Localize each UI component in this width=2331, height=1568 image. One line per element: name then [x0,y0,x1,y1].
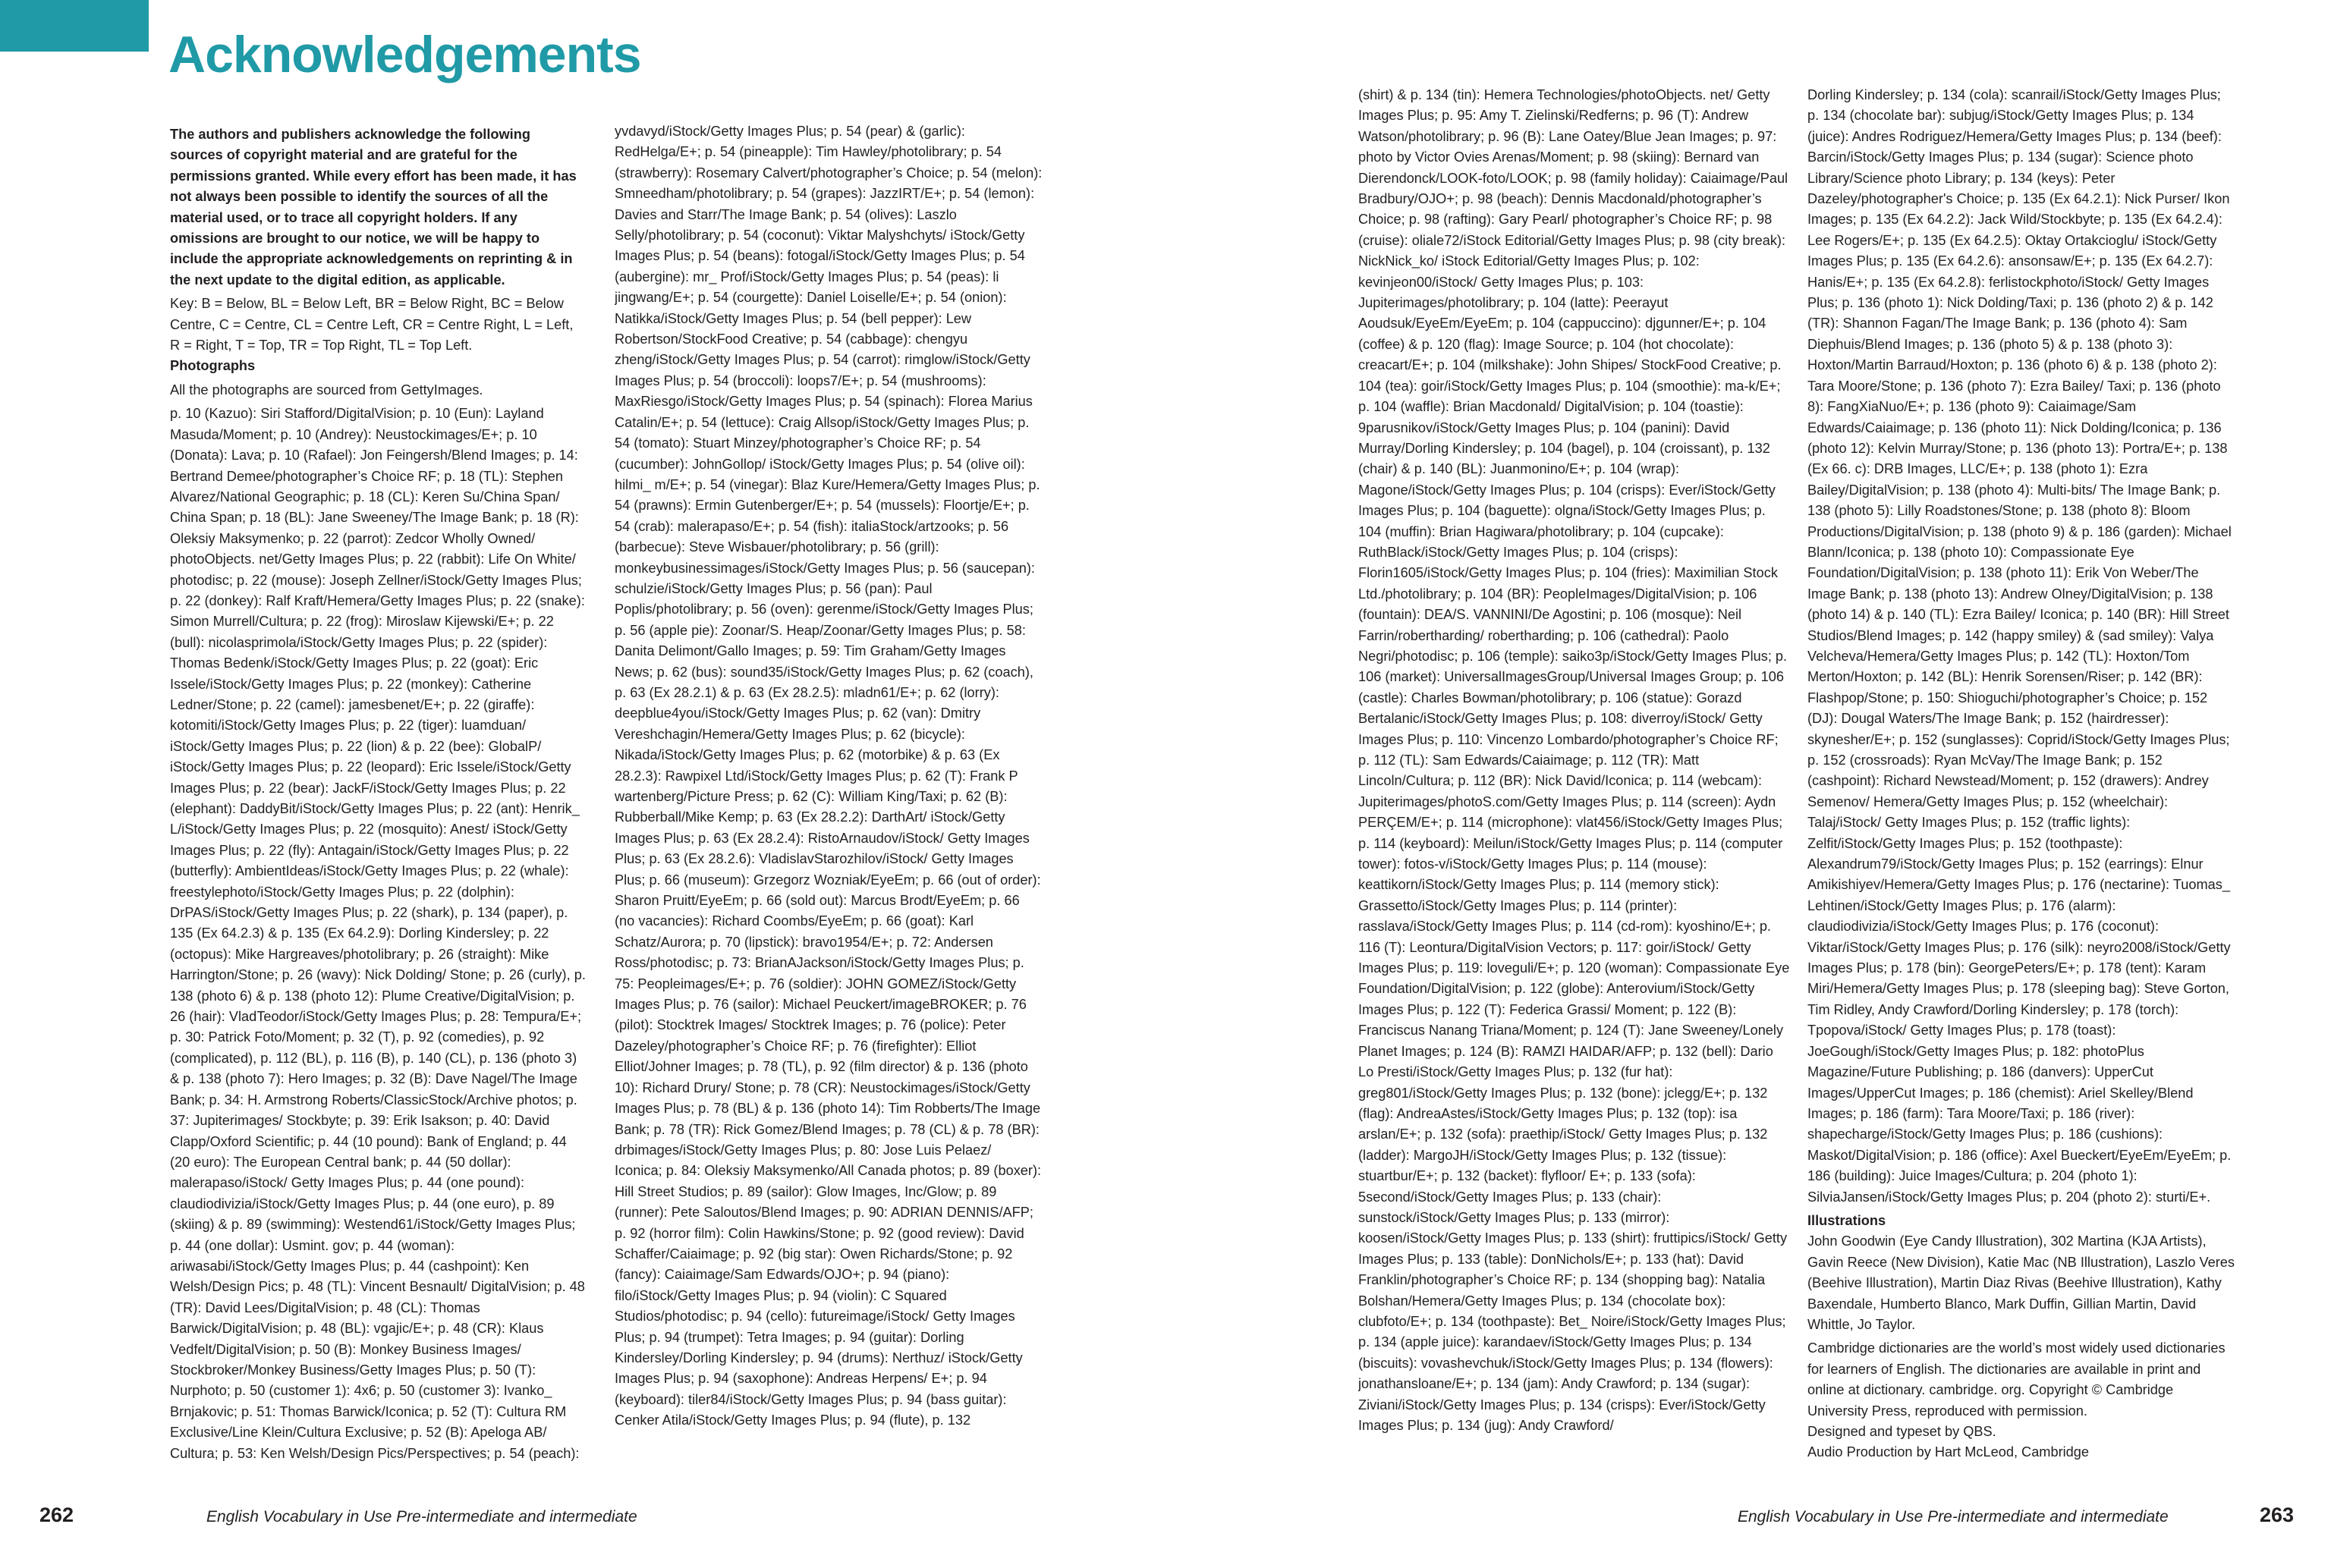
illustrations-credits: John Goodwin (Eye Candy Illustration), 302 Martina (KJA Artists), Gavin Reece (New Division), Katie Mac (NB Illustration), Laszlo Veres (Beehive Illustration), Martin Diaz Rivas (Beehive Illustration), Kathy Baxendale, Humberto Blanco, Mark Duffin, Gillian Martin, David Whittle, Jo Taylor. [1807,1233,2235,1332]
credits-text-col4: Dorling Kindersley; p. 134 (cola): scanrail/iStock/Getty Images Plus; p. 134 (chocolate bar): subjug/iStock/Getty Images Plus; p. 134 (juice): Andres Rodriguez/Hemera/Getty Images Plus; p. 134 (beef): Barcin/iStock/Getty Images Plus; p. 134 (sugar): Science photo Library/Science photo Library; p. 134 (keys): Peter Dazeley/photographer's Choice; p. 135 (Ex 64.2.1): Nick Purser/ Ikon Images; p. 135 (Ex 64.2.2): Jack Wild/Stockbyte; p. 135 (Ex 64.2.4): Lee Rogers/E+; p. 135 (Ex 64.2.5): Oktay Ortakcioglu/ iStock/Getty Images Plus; p. 135 (Ex 64.2.6): ansonsaw/E+; p. 135 (Ex 64.2.7): Hanis/E+; p. 135 (Ex 64.2.8): ferlistockphoto/iStock/ Getty Images Plus; p. 136 (photo 1): Nick Dolding/Taxi; p. 136 (photo 2) & p. 142 (TR): Shannon Fagan/The Image Bank; p. 136 (photo 4): Sam Diephuis/Blend Images; p. 136 (photo 5) & p. 138 (photo 3): Hoxton/Martin Barraud/Hoxton; p. 136 (photo 6) & p. 138 (photo 2): Tara Moore/Stone; p. 136 (photo 7): Ezra Bailey/ Taxi; p. 136 (photo 8): FangXiaNuo/E+; p. 136 (photo 9): Caiaimage/Sam Edwards/Caiaimage; p. 136 (photo 11): Nick Dolding/Iconica; p. 136 (photo 12): Kelvin Murray/Stone; p. 136 (photo 13): Portra/E+; p. 138 (Ex 66. c): DRB Images, LLC/E+; p. 138 (photo 1): Ezra Bailey/DigitalVision; p. 138 (photo 4): Multi-bits/ The Image Bank; p. 138 (photo 5): Lilly Roadstones/Stone; p. 138 (photo 8): Bloom Productions/DigitalVision; p. 138 (photo 9) & p. 186 (garden): Michael Blann/Iconica; p. 138 (photo 10): Compassionate Eye Foundation/DigitalVision; p. 138 (photo 11): Erik Von Weber/The Image Bank; p. 138 (photo 13): Andrew Olney/DigitalVision; p. 138 (photo 14) & p. 140 (TL): Ezra Bailey/ Iconica; p. 140 (BR): Hill Street Studios/Blend Images; p. 142 (happy smiley) & (sad smiley): Valya Velcheva/Hemera/Getty Images Plus; p. 142 (TL): Hoxton/Tom Merton/Hoxton; p. 142 (BL): Henrik Sorensen/Riser; p. 142 (BR): Flashpop/Stone; p. 150: Shioguchi/photographer’s Choice; p. 152 (DJ): Dougal Waters/The Image Bank; p. 152 (hairdresser): skynesher/E+; p. 152 (sunglasses): Coprid/iStock/Getty Images Plus; p. 152 (crossroads): Ryan McVay/The Image Bank; p. 152 (cashpoint): Richard Newstead/Moment; p. 152 (drawers): Andrey Semenov/ Hemera/Getty Images Plus; p. 152 (wheelchair): Talaj/iStock/ Getty Images Plus; p. 152 (traffic lights): Zelfit/iStock/Getty Images Plus; p. 152 (toothpaste): Alexandrum79/iStock/Getty Images Plus; p. 152 (earrings): Elnur Amikishiyev/Hemera/Getty Images Plus; p. 176 (nectarine): Tuomas_ Lehtinen/iStock/Getty Images Plus; p. 176 (alarm): claudiodivizia/iStock/Getty Images Plus; p. 176 (coconut): Viktar/iStock/Getty Images Plus; p. 176 (silk): neyro2008/iStock/Getty Images Plus; p. 178 (bin): GeorgePeters/E+; p. 178 (tent): Karam Miri/Hemera/Getty Images Plus; p. 178 (sleeping bag): Steve Gorton, Tim Ridley, Andy Crawford/Dorling Kindersley; p. 178 (torch): Tpopova/iStock/ Getty Images Plus; p. 178 (toast): JoeGough/iStock/Getty Images Plus; p. 182: photoPlus Magazine/Future Publishing; p. 186 (danvers): UpperCut Images/UpperCut Images; p. 186 (chemist): Ariel Skelley/Blend Images; p. 186 (farm): Tara Moore/Taxi; p. 186 (river): shapecharge/iStock/Getty Images Plus; p. 186 (cushions): Maskot/DigitalVision; p. 186 (office): Axel Bueckert/EyeEm/EyeEm; p. 186 (building): Juice Images/Cultura; p. 204 (photo 1): SilviaJansen/iStock/Getty Images Plus; p. 204 (photo 2): sturti/E+. [1807,87,2232,1205]
credits-text-col2: yvdavyd/iStock/Getty Images Plus; p. 54 (pear) & (garlic): RedHelga/E+; p. 54 (pineapple): Tim Hawley/photolibrary; p. 54 (strawberry): Rosemary Calvert/photographer’s Choice; p. 54 (melon): Smneedham/photolibrary; p. 54 (grapes): JazzIRT/E+; p. 54 (lemon): Davies and Starr/The Image Bank; p. 54 (olives): Laszlo Selly/photolibrary; p. 54 (coconut): Viktar Malyshchyts/ iStock/Getty Images Plus; p. 54 (beans): fotogal/iStock/Getty Images Plus; p. 54 (aubergine): mr_ Prof/iStock/Getty Images Plus; p. 54 (peas): li jingwang/E+; p. 54 (courgette): Daniel Loiselle/E+; p. 54 (onion): Natikka/iStock/Getty Images Plus; p. 54 (bell pepper): Lew Robertson/StockFood Creative; p. 54 (cabbage): chengyu zheng/iStock/Getty Images Plus; p. 54 (carrot): rimglow/iStock/Getty Images Plus; p. 54 (broccoli): loops7/E+; p. 54 (mushrooms): MaxRiesgo/iStock/Getty Images Plus; p. 54 (spinach): Florea Marius Catalin/E+; p. 54 (lettuce): Craig Allsop/iStock/Getty Images Plus; p. 54 (tomato): Stuart Minzey/photographer’s Choice RF; p. 54 (cucumber): JohnGollop/ iStock/Getty Images Plus; p. 54 (olive oil): hilmi_ m/E+; p. 54 (vinegar): Blaz Kure/Hemera/Getty Images Plus; p. 54 (prawns): Ermin Gutenberger/E+; p. 54 (mussels): Floortje/E+; p. 54 (crab): malerapaso/E+; p. 54 (fish): italiaStock/artzooks; p. 56 (barbecue): Steve Wisbauer/photolibrary; p. 56 (grill): monkeybusinessimages/iStock/Getty Images Plus; p. 56 (saucepan): schulzie/iStock/Getty Images Plus; p. 56 (pan): Paul Poplis/photolibrary; p. 56 (oven): gerenme/iStock/Getty Images Plus; p. 56 (apple pie): Zoonar/S. Heap/Zoonar/Getty Images Plus; p. 58: Danita Delimont/Gallo Images; p. 59: Tim Graham/Getty Images News; p. 62 (bus): sound35/iStock/Getty Images Plus; p. 62 (coach), p. 63 (Ex 28.2.1) & p. 63 (Ex 28.2.5): mladn61/E+; p. 62 (lorry): deepblue4you/iStock/Getty Images Plus; p. 62 (van): Dmitry Vereshchagin/Hemera/Getty Images Plus; p. 62 (bicycle): Nikada/iStock/Getty Images Plus; p. 62 (motorbike) & p. 63 (Ex 28.2.3): Rawpixel Ltd/iStock/Getty Images Plus; p. 62 (T): Frank P wartenberg/Picture Press; p. 62 (C): William King/Taxi; p. 62 (B): Rubberball/Mike Kemp; p. 63 (Ex 28.2.2): DarthArt/ iStock/Getty Images Plus; p. 63 (Ex 28.2.4): RistoArnaudov/iStock/ Getty Images Plus; p. 63 (Ex 28.2.6): VladislavStarozhilov/iStock/ Getty Images Plus; p. 66 (museum): Grzegorz Wozniak/EyeEm; p. 66 (out of order): Sharon Pruitt/EyeEm; p. 66 (sold out): Marcus Brodt/EyeEm; p. 66 (no vacancies): Richard Coombs/EyeEm; p. 66 (goat): Karl Schatz/Aurora; p. 70 (lipstick): bravo1954/E+; p. 72: Andersen Ross/photodisc; p. 73: BrianAJackson/iStock/Getty Images Plus; p. 75: Peopleimages/E+; p. 76 (soldier): JOHN GOMEZ/iStock/Getty Images Plus; p. 76 (sailor): Michael Peuckert/imageBROKER; p. 76 (pilot): Stocktrek Images/ Stocktrek Images; p. 76 (police): Peter Dazeley/photographer’s Choice RF; p. 76 (firefighter): Elliot Elliot/Johner Images; p. 78 (TL), p. 92 (film director) & p. 136 (photo 10): Richard Drury/ Stone; p. 78 (CR): Neustockimages/iStock/Getty Images Plus; p. 78 (BL) & p. 136 (photo 14): Tim Robberts/The Image Bank; p. 78 (TR): Rick Gomez/Blend Images; p. 78 (CL) & p. 78 (BR): drbimages/iStock/Getty Images Plus; p. 80: Jose Luis Pelaez/ Iconica; p. 84: Oleksiy Maksymenko/All Canada photos; p. 89 (boxer): Hill Street Studios; p. 89 (sailor): Glow Images, Inc/Glow; p. 89 (runner): Pete Saloutos/Blend Images; p. 90: ADRIAN DENNIS/AFP; p. 92 (horror film): Colin Hawkins/Stone; p. 92 (good review): David Schaffer/Caiaimage; p. 92 (big star): Owen Richards/Stone; p. 92 (fancy): Caiaimage/Sam Edwards/OJO+; p. 94 (piano): filo/iStock/Getty Images Plus; p. 94 (violin): C Squared Studios/photodisc; p. 94 (cello): futureimage/iStock/ Getty Images Plus; p. 94 (trumpet): Tetra Images; p. 94 (guitar): Dorling Kindersley/Dorling Kindersley; p. 94 (drums): Nerthuz/ iStock/Getty Images Plus; p. 94 (saxophone): Andreas Herpens/ E+; p. 94 (keyboard): tiler84/iStock/Getty Images Plus; p. 94 (bass guitar): Cenker Atila/iStock/Getty Images Plus; p. 94 (flute), p. 132 [615,124,1043,1428]
column-2 [615,121,1043,1496]
page-number-left: 262 [39,1504,74,1526]
footer-title-right: English Vocabulary in Use Pre-intermediate and intermediate [1738,1508,2169,1526]
column-1 [170,124,586,1496]
key-paragraph: Key: B = Below, BL = Below Left, BR = Below Right, BC = Below Centre, C = Centre, CL = Centre Left, CR = Centre Right, L = Left, R = Right, T = Top, TR = Top Right, TL = Top Left. [170,296,574,354]
intro-paragraph: The authors and publishers acknowledge the following sources of copyright material and are grateful for the permissions granted. While every effort has been made, it has not always been possible to identify the sources of all the material used, or to trace all copyright holders. If any omissions are brought to our notice, we will be happy to include the appropriate acknowledgements on reprinting & in the next update to the digital edition, as applicable. [170,127,577,288]
photographs-source: All the photographs are sourced from GettyImages. [170,382,483,397]
dictionaries-note: Cambridge dictionaries are the world’s most widely used dictionaries for learners of English. The dictionaries are available in print and online at dictionary. cambridge. org. Copyright © Cambridge University Press, reproduced with permission. [1807,1340,2226,1419]
page-number-right: 263 [2260,1504,2295,1526]
credits-text-col3: (shirt) & p. 134 (tin): Hemera Technologies/photoObjects. net/ Getty Images Plus; p. 95: Amy T. Zielinski/Redferns; p. 96 (T): Andrew Watson/photolibrary; p. 96 (B): Lane Oatey/Blue Jean Images; p. 97: photo by Victor Ovies Arenas/Moment; p. 98 (skiing): Bernard van Dierendonck/LOOK-foto/LOOK; p. 98 (family holiday): Caiaimage/Paul Bradbury/OJO+; p. 98 (beach): Dennis Macdonald/photographer’s Choice; p. 98 (rafting): Gary Pearl/ photographer’s Choice RF; p. 98 (cruise): olialе72/iStock Editorial/Getty Images Plus; p. 98 (city break): NickNick_ko/ iStock Editorial/Getty Images Plus; p. 102: kevinjeon00/iStock/ Getty Images Plus; p. 103: Jupiterimages/photolibrary; p. 104 (latte): Peerayut Aoudsuk/EyeEm/EyeEm; p. 104 (cappuccino): djgunner/E+; p. 104 (coffee) & p. 120 (flag): Image Source; p. 104 (hot chocolate): creacart/E+; p. 104 (milkshake): John Shipes/ StockFood Creative; p. 104 (tea): goir/iStock/Getty Images Plus; p. 104 (smoothie): ma-k/E+; p. 104 (waffle): Brian Macdonald/ DigitalVision; p. 104 (toastie): 9parusnikov/iStock/Getty Images Plus; p. 104 (panini): David Murray/Dorling Kindersley; p. 104 (bagel), p. 104 (croissant), p. 132 (chair) & p. 140 (BL): Juanmonino/E+; p. 104 (wrap): Magone/iStock/Getty Images Plus; p. 104 (crisps): Ever/iStock/Getty Images Plus; p. 104 (baguette): olgna/iStock/Getty Images Plus; p. 104 (muffin): Brian Hagiwara/photolibrary; p. 104 (cupcake): RuthBlack/iStock/Getty Images Plus; p. 104 (crisps): Florin1605/iStock/Getty Images Plus; p. 104 (fries): Maximilian Stock Ltd./photolibrary; p. 104 (BR): PeopleImages/DigitalVision; p. 106 (fountain): DEA/S. VANNINI/De Agostini; p. 106 (mosque): Neil Farrin/robertharding/ robertharding; p. 106 (cathedral): Paolo Negri/photodisc; p. 106 (temple): saiko3p/iStock/Getty Images Plus; p. 106 (market): UniversalImagesGroup/Universal Images Group; p. 106 (castle): Charles Bowman/photolibrary; p. 106 (statue): Gorazd Bertalanic/iStock/Getty Images Plus; p. 108: diverroy/iStock/ Getty Images Plus; p. 110: Vincenzo Lombardo/photographer’s Choice RF; p. 112 (TL): Sam Edwards/Caiaimage; p. 112 (TR): Matt Lincoln/Cultura; p. 112 (BR): Nick David/Iconica; p. 114 (webcam): Jupiterimages/photoS.com/Getty Images Plus; p. 114 (screen): Aydn PERÇEM/E+; p. 114 (microphone): vlat456/iStock/Getty Images Plus; p. 114 (keyboard): Meilun/iStock/Getty Images Plus; p. 114 (computer tower): fotos-v/iStock/Getty Images Plus; p. 114 (mouse): keattikorn/iStock/Getty Images Plus; p. 114 (memory stick): Grassetto/iStock/Getty Images Plus; p. 114 (printer): rasslava/iStock/Getty Images Plus; p. 114 (cd-rom): kyoshino/E+; p. 116 (T): Leontura/DigitalVision Vectors; p. 117: goir/iStock/ Getty Images Plus; p. 119: loveguli/E+; p. 120 (woman): Compassionate Eye Foundation/DigitalVision; p. 122 (globe): Anterovium/iStock/Getty Images Plus; p. 122 (T): Federica Grassi/ Moment; p. 122 (B): Franciscus Nanang Triana/Moment; p. 124 (T): Jane Sweeney/Lonely Planet Images; p. 124 (B): RAMZI HAIDAR/AFP; p. 132 (bell): Dario Lo Presti/iStock/Getty Images Plus; p. 132 (fur hat): greg801/iStock/Getty Images Plus; p. 132 (bone): jclegg/E+; p. 132 (flag): AndreaAstes/iStock/Getty Images Plus; p. 132 (top): isa arslan/E+; p. 132 (sofa): praethip/iStock/ Getty Images Plus; p. 132 (ladder): MargoJH/iStock/Getty Images Plus; p. 132 (tissue): stuartbur/E+; p. 132 (backet): flyfloor/ E+; p. 133 (sofa): 5second/iStock/Getty Images Plus; p. 133 (chair): sunstock/iStock/Getty Images Plus; p. 133 (mirror): koosen/iStock/Getty Images Plus; p. 133 (shirt): fruttipics/iStock/ Getty Images Plus; p. 133 (table): DonNichols/E+; p. 133 (hat): David Franklin/photographer’s Choice RF; p. 134 (shopping bag): Natalia Bolshan/Hemera/Getty Images Plus; p. 134 (chocolate box): clubfoto/E+; p. 134 (toothpaste): Bet_ Noire/iStock/Getty Images Plus; p. 134 (apple juice): karandaev/iStock/Getty Images Plus; p. 134 (biscuits): vovashevchuk/iStock/Getty Images Plus; p. 134 (flowers): jonathansloane/E+; p. 134 (jam): Andy Crawford; p. 134 (sugar): Ziviani/iStock/Getty Images Plus; p. 134 (crisps): Ever/iStock/Getty Images Plus; p. 134 (jug): Andy Crawford/ [1358,87,1790,1433]
footer-title-left: English Vocabulary in Use Pre-intermediate and intermediate [206,1508,637,1526]
typeset-note: Designed and typeset by QBS. [1807,1424,1996,1439]
chapter-tab [0,0,149,52]
photographs-heading: Photographs [170,358,256,374]
page-title: Acknowledgements [168,26,641,83]
column-4 [1807,85,2235,1496]
credits-text-col1: p. 10 (Kazuo): Siri Stafford/DigitalVision; p. 10 (Eun): Layland Masuda/Moment; p. 10 (Andrey): Neustockimages/E+; p. 10 (Donata): Lava; p. 10 (Rafael): Jon Feingersh/Blend Images; p. 14: Bertrand Demee/photographer’s Choice RF; p. 18 (TL): Stephen Alvarez/National Geographic; p. 18 (CL): Keren Su/China Span/ China Span; p. 18 (BL): Jane Sweeney/The Image Bank; p. 18 (R): Oleksiy Maksymenko; p. 22 (parrot): Zedcor Wholly Owned/ photoObjects. net/Getty Images Plus; p. 22 (rabbit): Life On White/ photodisc; p. 22 (mouse): Joseph Zellner/iStock/Getty Images Plus; p. 22 (donkey): Ralf Kraft/Hemera/Getty Images Plus; p. 22 (snake): Simon Murrell/Cultura; p. 22 (frog): Miroslaw Kijewski/E+; p. 22 (bull): nicolasprimola/iStock/Getty Images Plus; p. 22 (spider): Thomas Bedenk/iStock/Getty Images Plus; p. 22 (goat): Eric Issele/iStock/Getty Images Plus; p. 22 (monkey): Catherine Ledner/Stone; p. 22 (camel): jamesbenet/E+; p. 22 (giraffe): kotomiti/iStock/Getty Images Plus; p. 22 (tiger): luamduan/ iStock/Getty Images Plus; p. 22 (lion) & p. 22 (bee): GlobalP/ iStock/Getty Images Plus; p. 22 (leopard): Eric Issele/iStock/Getty Images Plus; p. 22 (bear): JackF/iStock/Getty Images Plus; p. 22 (elephant): DaddyBit/iStock/Getty Images Plus; p. 22 (ant): Henrik_ L/iStock/Getty Images Plus; p. 22 (mosquito): Anest/ iStock/Getty Images Plus; p. 22 (fly): Antagain/iStock/Getty Images Plus; p. 22 (butterfly): AmbientIdeas/iStock/Getty Images Plus; p. 22 (whale): freestylephoto/iStock/Getty Images Plus; p. 22 (dolphin): DrPAS/iStock/Getty Images Plus; p. 22 (shark), p. 134 (paper), p. 135 (Ex 64.2.3) & p. 135 (Ex 64.2.9): Dorling Kindersley; p. 22 (octopus): Mike Hargreaves/photolibrary; p. 26 (straight): Mike Harrington/Stone; p. 26 (wavy): Nick Dolding/ Stone; p. 26 (curly), p. 138 (photo 6) & p. 138 (photo 12): Plume Creative/DigitalVision; p. 26 (hair): VladTeodor/iStock/Getty Images Plus; p. 28: Tempura/E+; p. 30: Patrick Foto/Moment; p. 32 (T), p. 92 (comedies), p. 92 (complicated), p. 112 (BL), p. 116 (B), p. 140 (CL), p. 136 (photo 3) & p. 138 (photo 7): Hero Images; p. 32 (B): Dave Nagel/The Image Bank; p. 34: H. Armstrong Roberts/ClassicStock/Archive photos; p. 37: Jupiterimages/ Stockbyte; p. 39: Erik Isakson; p. 40: David Clapp/Oxford Scientific; p. 44 (10 pound): Bank of England; p. 44 (20 euro): The European Central bank; p. 44 (50 dollar): malerapaso/iStock/ Getty Images Plus; p. 44 (one pound): claudiodivizia/iStock/Getty Images Plus; p. 44 (one euro), p. 89 (skiing) & p. 89 (swimming): Westend61/iStock/Getty Images Plus; p. 44 (one dollar): Usmint. gov; p. 44 (woman): ariwasabi/iStock/Getty Images Plus; p. 44 (cashpoint): Ken Welsh/Design Pics; p. 48 (TL): Vincent Besnault/ DigitalVision; p. 48 (TR): David Lees/DigitalVision; p. 48 (CL): Thomas Barwick/DigitalVision; p. 48 (BL): vgajic/E+; p. 48 (CR): Klaus Vedfelt/DigitalVision; p. 50 (B): Monkey Business Images/ Stockbroker/Monkey Business/Getty Images Plus; p. 50 (T): Nurphoto; p. 50 (customer 1): 4x6; p. 50 (customer 3): Ivanko_ Brnjakovic; p. 51: Thomas Barwick/Iconica; p. 52 (T): Cultura RM Exclusive/Line Klein/Cultura Exclusive; p. 52 (B): Apeloga AB/ Cultura; p. 53: Ken Welsh/Design Pics/Perspectives; p. 54 (peach): [170,406,586,1461]
audio-note: Audio Production by Hart McLeod, Cambridge [1807,1444,2090,1460]
column-3 [1358,85,1792,1496]
illustrations-heading: Illustrations [1807,1212,1886,1228]
